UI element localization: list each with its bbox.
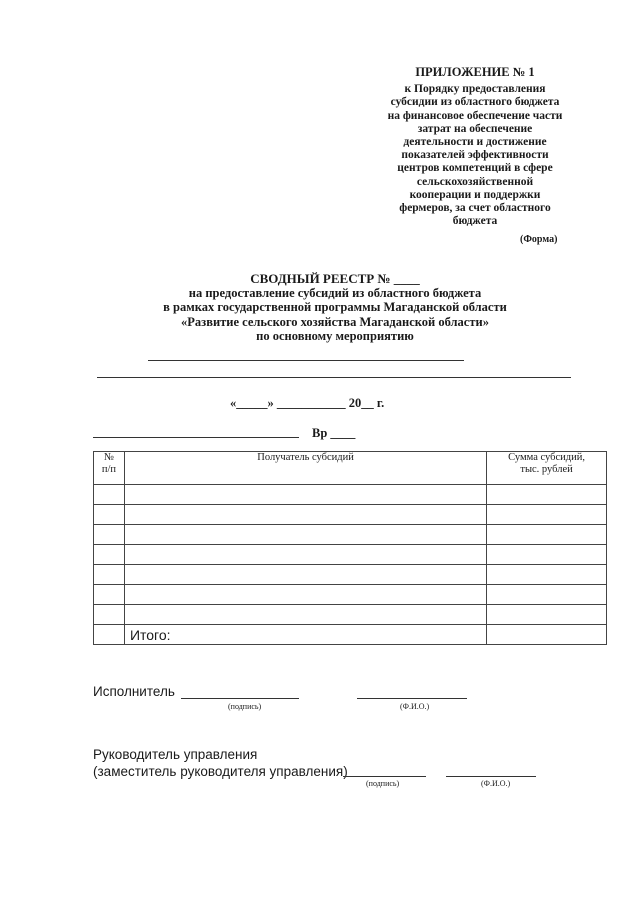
total-label: Итого: [124,625,486,645]
executor-label: Исполнитель [93,684,175,699]
date-line: «_____» ___________ 20__ г. [230,396,385,410]
cell [487,585,607,605]
document-title [100,272,570,343]
appendix-line: на финансовое обеспечение части [387,109,563,122]
title-line: по основному мероприятию [256,328,414,343]
cell [94,485,125,505]
appendix-line: показателей эффективности [401,149,549,162]
cell [124,505,486,525]
register-table [93,451,607,645]
appendix-line: к Порядку предоставления [404,83,546,96]
title-line: «Развитие сельского хозяйства Магаданской области» [181,314,489,329]
header-amount [487,452,607,485]
cell [94,545,125,565]
cell [487,525,607,545]
cell [124,585,486,605]
table-row [94,525,607,545]
header-number-line: п/п [101,464,117,475]
cell [94,565,125,585]
cell [124,485,486,505]
appendix-line: кооперации и поддержки [409,188,541,201]
form-label: (Форма) [520,234,558,245]
appendix-line: центров компетенций в сфере [397,162,553,175]
executor-signature-caption: (подпись) [228,702,262,711]
head-name-caption: (Ф.И.О.) [481,779,511,788]
cell [487,605,607,625]
cell [124,565,486,585]
cell [124,605,486,625]
appendix-line: бюджета [452,215,498,228]
cell [124,545,486,565]
activity-blank-line-1 [148,360,464,361]
total-row [94,625,607,645]
appendix-line: сельскохозяйственной [416,175,534,188]
title-line: в рамках государственной программы Магаданской области [163,300,507,315]
register-title: СВОДНЫЙ РЕЕСТР № ____ [250,271,420,286]
executor-signature-line [181,698,299,699]
vr-line: Вр ____ [312,426,356,440]
table-row [94,505,607,525]
table-row [94,565,607,585]
table-header-row [94,452,607,485]
cell [124,525,486,545]
table-row [94,545,607,565]
header-amount-line: Сумма субсидий, [508,452,585,463]
cell [487,485,607,505]
header-number [94,452,125,485]
appendix-heading: ПРИЛОЖЕНИЕ № 1 [415,65,535,79]
appendix-line: фермеров, за счет областного [399,202,551,215]
cell [487,545,607,565]
head-label-line-2: (заместитель руководителя управления) [93,764,348,779]
cell [487,625,607,645]
cell [487,565,607,585]
activity-blank-line-2 [97,377,571,378]
executor-name-caption: (Ф.И.О.) [400,702,430,711]
header-amount-line: тыс. рублей [520,464,573,475]
head-label-line-1: Руководитель управления [93,747,258,762]
head-signature-line [343,776,426,777]
head-name-line [446,776,536,777]
appendix-block [360,66,590,228]
appendix-line: затрат на обеспечение [417,122,533,135]
cell [94,585,125,605]
cell [94,505,125,525]
appendix-line: субсидии из областного бюджета [390,96,560,109]
cell [487,505,607,525]
table-row [94,485,607,505]
table-row [94,585,607,605]
title-line: на предоставление субсидий из областного бюджета [188,286,482,301]
appendix-line: деятельности и достижение [403,136,547,149]
executor-name-line [357,698,467,699]
cell [94,605,125,625]
table-row [94,605,607,625]
cell [94,625,125,645]
vr-blank-line [93,437,299,438]
header-number-line: № [103,452,114,463]
head-signature-caption: (подпись) [366,779,400,788]
header-recipient: Получатель субсидий [124,452,486,485]
cell [94,525,125,545]
